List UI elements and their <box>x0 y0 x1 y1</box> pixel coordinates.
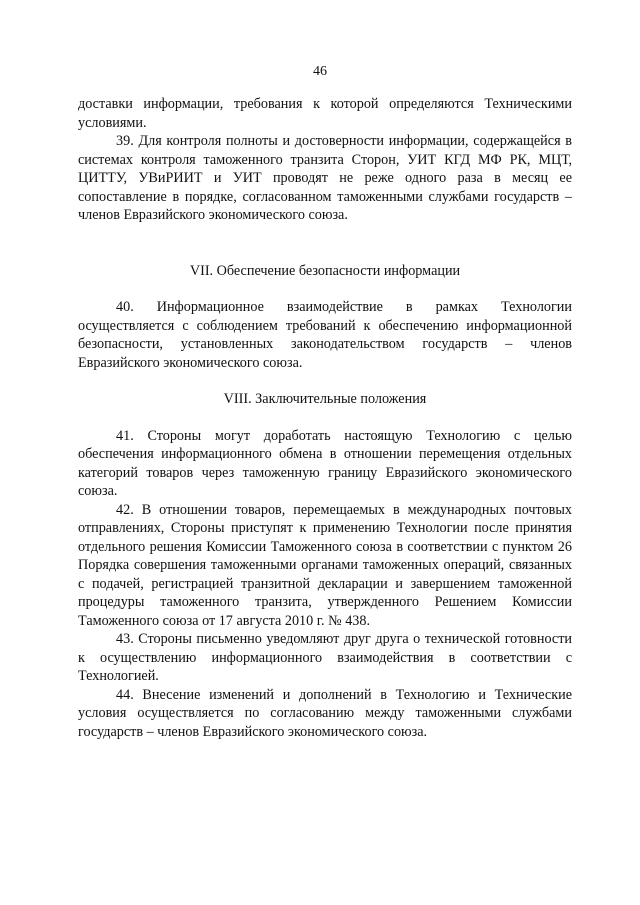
paragraph-43: 43. Стороны письменно уведомляют друг друга о технической готовности к осуществлению информационного взаимодействия в соответствии с Технологией. <box>78 631 572 684</box>
spacer <box>78 280 572 298</box>
spacer <box>78 409 572 427</box>
spacer <box>78 372 572 390</box>
page-number: 46 <box>313 64 327 79</box>
paragraph-39: 39. Для контроля полноты и достоверности информации, содержащейся в системах контроля таможенного транзита Сторон, УИТ КГД МФ РК, МЦТ, ЦИТТУ, УВиРИИТ и УИТ проводят не реже одного раза в месяц ее сопоставление в порядке, согласованном таможенными службами государств – членов Евразийского экономического союза. <box>78 133 572 223</box>
paragraph-41: 41. Стороны могут доработать настоящую Технологию с целью обеспечения информационного обмена в отношении перемещения отдельных категорий товаров через таможенную границу Евразийского экономического союза. <box>78 427 572 499</box>
paragraph-continuation: доставки информации, требования к которой определяются Техническими условиями. <box>78 96 572 131</box>
spacer <box>78 225 572 262</box>
section-heading-vii: VII. Обеспечение безопасности информации <box>189 262 461 279</box>
section-heading-viii: VIII. Заключительные положения <box>223 391 427 407</box>
paragraph-44: 44. Внесение изменений и дополнений в Технологию и Технические условия осуществляется по согласованию между таможенными службами государств – членов Евразийского экономического союза. <box>78 686 572 740</box>
paragraph-42: 42. В отношении товаров, перемещаемых в международных почтовых отправлениях, Стороны приступят к применению Технологии после принятия отдельного решения Комиссии Таможенного союза в соответствии с пунктом 26 Порядка совершения таможенными органами таможенных операций, связанных с подачей, регистрацией транзитной декларации и завершением таможенной процедуры таможенного транзита, утвержденного Решением Комиссии Таможенного союза от 17 августа 2010 г. № 438. <box>78 501 572 629</box>
paragraph-40: 40. Информационное взаимодействие в рамках Технологии осуществляется с соблюдением требований к обеспечению информационной безопасности, установленных законодательством государств – членов Евразийского экономического союза. <box>78 299 572 371</box>
document-body <box>78 95 572 741</box>
